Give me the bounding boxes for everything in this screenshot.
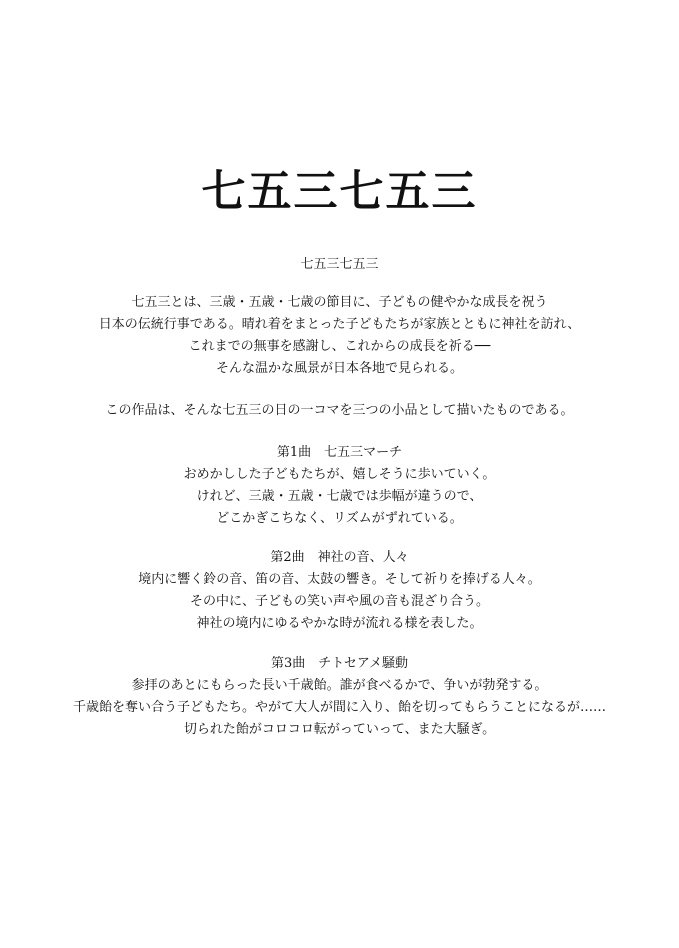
- movement-3-name: チトセアメ騒動: [318, 656, 409, 671]
- work-note-line: この作品は、そんな七五三の日の一コマを三つの小品として描いたものである。: [105, 403, 574, 418]
- movement-2-line: その中に、子どもの笑い声や風の音も混ざり合う。: [189, 594, 489, 609]
- movement-3-line: 参拝のあとにもらった長い千歳飴。誰が食べるかで、争いが勃発する。: [131, 678, 548, 693]
- movement-1-line: けれど、三歳・五歳・七歳では歩幅が違うので、: [196, 489, 483, 504]
- movement-3-line: 千歳飴を奪い合う子どもたち。やがて大人が間に入り、飴を切ってもらうことになるが……: [72, 700, 606, 715]
- movement-2-line: 神社の境内にゆるやかな時が流れる様を表した。: [196, 616, 483, 631]
- movement-2-number: 第2曲: [270, 550, 305, 565]
- movement-3: [0, 653, 679, 741]
- intro-line: そんな温かな風景が日本各地で見られる。: [215, 361, 463, 376]
- movement-1-line: どこかぎこちなく、リズムがずれている。: [216, 511, 463, 526]
- movement-2-name: 神社の音、人々: [317, 550, 409, 565]
- document-title: 七五三七五三: [201, 166, 478, 217]
- document-subtitle: 七五三七五三: [300, 257, 379, 272]
- intro-line: 日本の伝統行事である。晴れ着をまとった子どもたちが家族とともに神社を訪れ、: [98, 317, 581, 332]
- work-note: [0, 400, 679, 422]
- movement-3-line: 切られた飴がコロコロ転がっていって、また大騒ぎ。: [183, 722, 496, 737]
- movement-1-name: 七五三マーチ: [324, 445, 403, 460]
- movement-3-heading: [0, 653, 679, 675]
- movement-1: [0, 442, 679, 530]
- movement-2-line: 境内に響く鈴の音、笛の音、太鼓の響き。そして祈りを捧げる人々。: [138, 572, 541, 587]
- movement-3-number: 第3曲: [270, 656, 306, 671]
- movement-2: [0, 547, 679, 635]
- intro-paragraph: [0, 292, 679, 380]
- movement-1-line: おめかしした子どもたちが、嬉しそうに歩いていく。: [183, 467, 496, 482]
- movement-1-number: 第1曲: [276, 445, 312, 460]
- movement-1-heading: [0, 442, 679, 464]
- intro-line: 七五三とは、三歳・五歳・七歳の節目に、子どもの健やかな成長を祝う: [131, 295, 548, 310]
- intro-line: これまでの無事を感謝し、これからの成長を祈る──: [188, 339, 491, 354]
- movement-2-heading: [0, 547, 679, 569]
